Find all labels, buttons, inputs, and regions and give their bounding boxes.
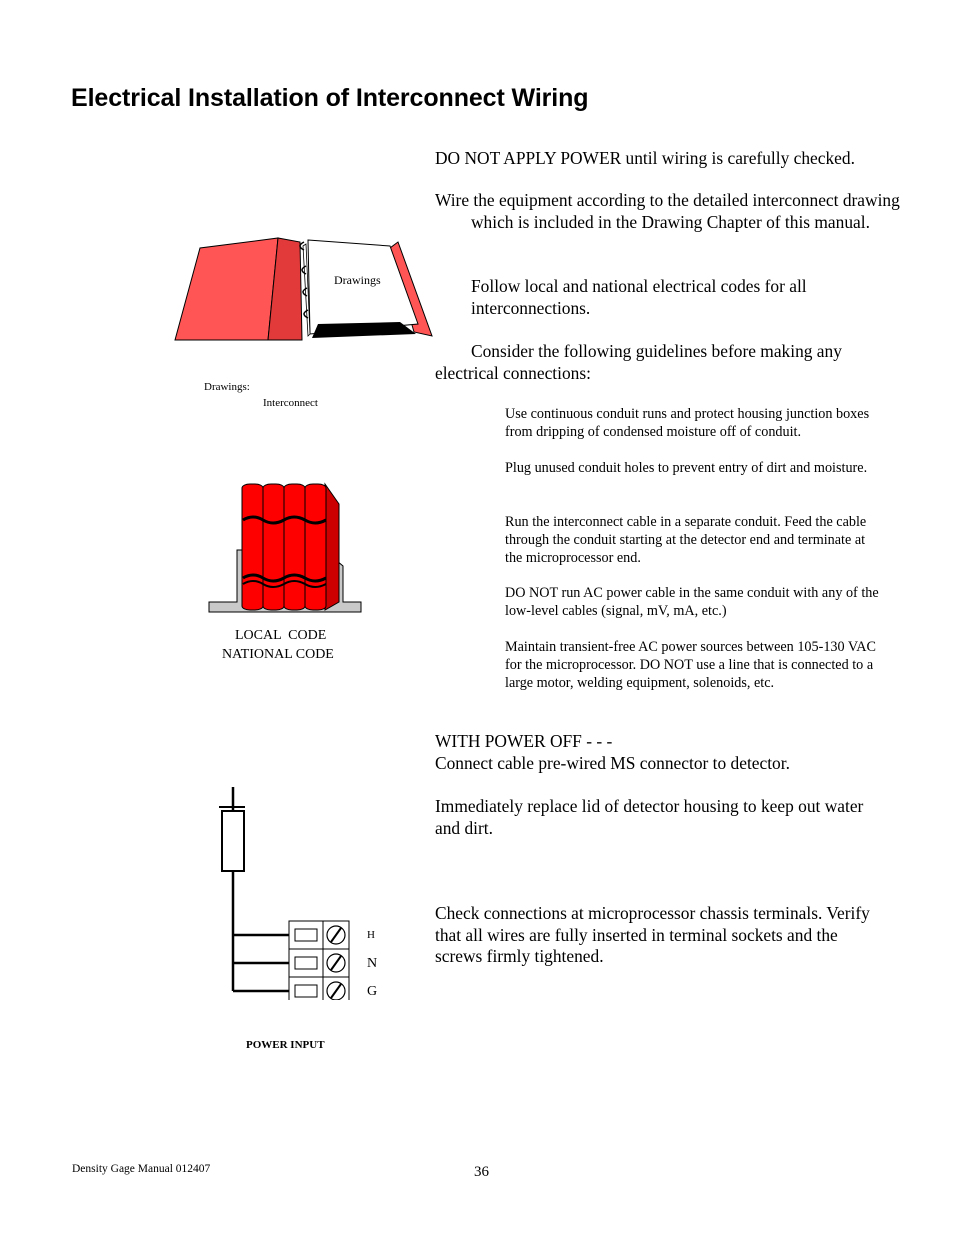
- terminal-screw-icon: [327, 926, 345, 1000]
- binder-front-cover: [175, 238, 278, 340]
- binder-illustration: [168, 228, 438, 346]
- page-title: Electrical Installation of Interconnect Wiring: [71, 84, 589, 112]
- binder-caption-line2: Interconnect: [263, 397, 318, 409]
- guidelines-intro: Consider the following guidelines before making any electrical connections:: [435, 341, 842, 383]
- terminal-label-n: N: [367, 956, 378, 971]
- binder-page-stack: [312, 322, 416, 338]
- warning-paragraph: DO NOT APPLY POWER until wiring is carefully checked.: [435, 148, 855, 168]
- code-book: [242, 484, 326, 610]
- codes-paragraph: Follow local and national electrical codes for all interconnections.: [471, 276, 807, 318]
- power-input-caption: POWER INPUT: [246, 1039, 325, 1051]
- terminal-check-paragraph: Check connections at microprocessor chassis terminals. Verify that all wires are fully inserted in terminal sockets and the screws firmly tightened.: [435, 903, 870, 967]
- binder-page-label: Drawings: [334, 273, 381, 287]
- power-off-instruction: Connect cable pre-wired MS connector to detector.: [435, 753, 790, 773]
- codebooks-illustration: [205, 478, 365, 618]
- guideline-item: Use continuous conduit runs and protect housing junction boxes from dripping of condensed moisture off of conduit.: [505, 406, 870, 441]
- housing-lid-paragraph: Immediately replace lid of detector housing to keep out water and dirt.: [435, 796, 864, 838]
- power-off-heading: WITH POWER OFF - - -: [435, 731, 613, 751]
- fuse-icon: [222, 811, 244, 871]
- guideline-item: DO NOT run AC power cable in the same conduit with any of the low-level cables (signal, mV, mA, etc.): [505, 585, 879, 620]
- codebooks-label-line1: LOCAL CODE: [235, 628, 327, 643]
- guideline-item: Plug unused conduit holes to prevent entry of dirt and moisture.: [505, 460, 868, 476]
- guideline-item: Maintain transient-free AC power sources between 105-130 VAC for the microprocessor. DO NOT use a line that is connected to a large motor, welding equipment, solenoids, etc.: [505, 639, 877, 692]
- page-number: 36: [474, 1164, 489, 1180]
- terminal-label-h: H: [367, 929, 375, 941]
- guideline-item: Run the interconnect cable in a separate conduit. Feed the cable through the conduit starting at the detector end and terminate at the microprocessor end.: [505, 514, 867, 567]
- power-wiring-diagram: [215, 785, 355, 1000]
- codebooks-label-line2: NATIONAL CODE: [222, 647, 334, 662]
- footer-manual-name: Density Gage Manual 012407: [72, 1163, 211, 1175]
- wiring-paragraph: Wire the equipment according to the detailed interconnect drawing which is included in the Drawing Chapter of this manual.: [435, 190, 900, 232]
- binder-caption-line1: Drawings:: [204, 381, 250, 393]
- terminal-label-g: G: [367, 984, 378, 999]
